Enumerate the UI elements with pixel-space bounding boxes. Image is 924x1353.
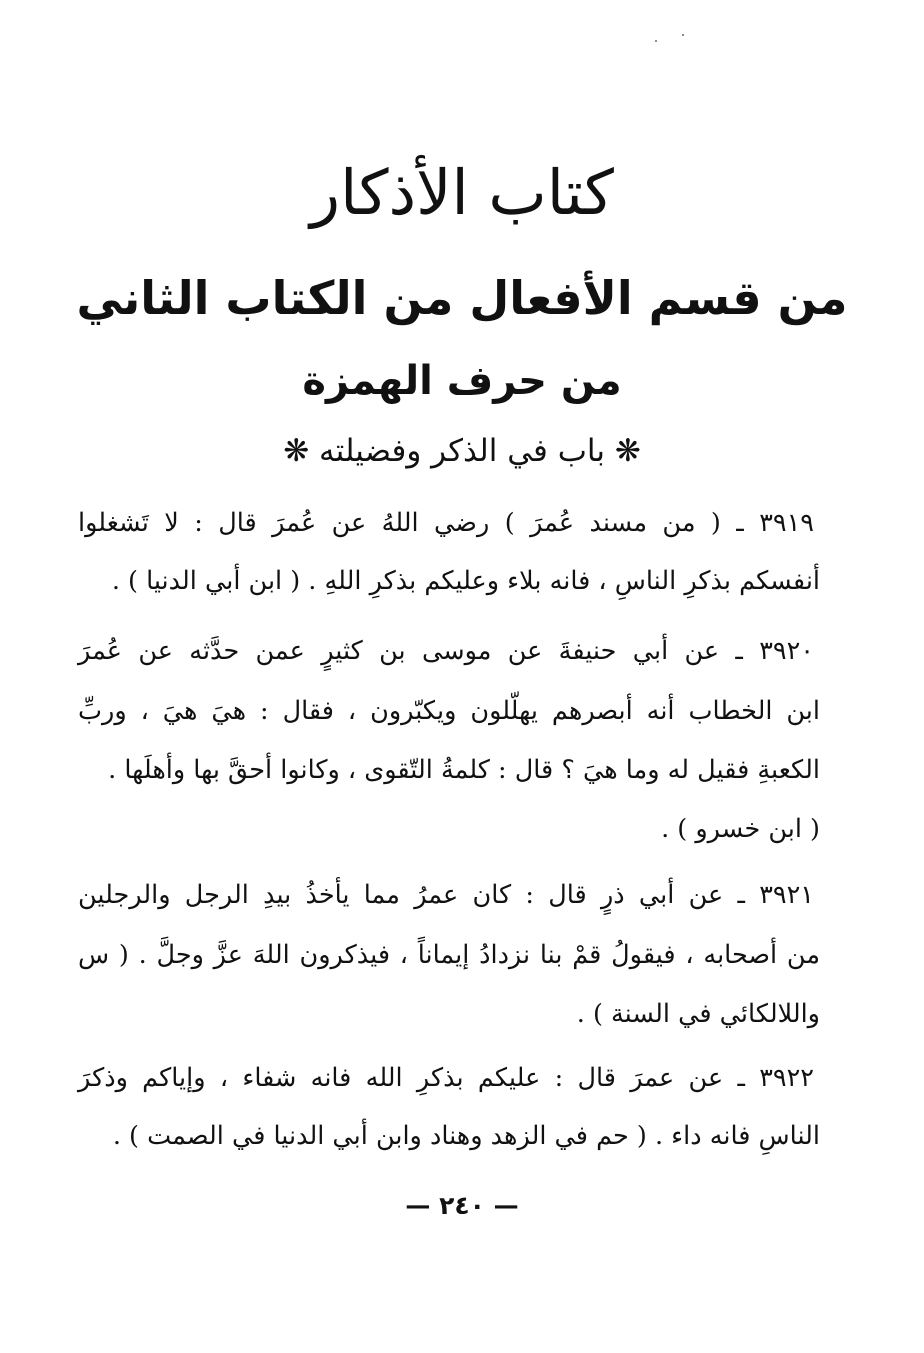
paper-speck (655, 40, 657, 42)
book-title: كتاب الأذكار (310, 156, 614, 229)
text-line: الناسِ فانه داء . ( حم في الزهد وهناد وابن أبي الدنيا في الصمت ) . (112, 1121, 820, 1151)
paper-speck (682, 34, 684, 36)
page-number: — ٢٤٠ — (405, 1191, 519, 1220)
text-line: من أصحابه ، فيقولُ قمْ بنا نزدادُ إيماناً ، فيذكرون اللهَ عزَّ وجلَّ . ( س (78, 940, 820, 970)
text-line: واللالكائي في السنة ) . (576, 999, 820, 1029)
text-line: ٣٩١٩ ـ ( من مسند عُمرَ ) رضي اللهُ عن عُمرَ قال : لا تَشغلوا (78, 508, 814, 538)
text-line: ( ابن خسرو ) . (661, 814, 820, 844)
text-line: أنفسكم بذكرِ الناسِ ، فانه بلاء وعليكم بذكرِ اللهِ . ( ابن أبي الدنيا ) . (111, 566, 820, 596)
section-subtitle: من قسم الأفعال من الكتاب الثاني (76, 271, 848, 325)
chapter-heading: ❋ باب في الذكر وفضيلته ❋ (283, 433, 641, 469)
text-line: ٣٩٢٢ ـ عن عمرَ قال : عليكم بذكرِ الله فانه شفاء ، وإياكم وذكرَ (78, 1063, 814, 1093)
text-line: ٣٩٢٠ ـ عن أبي حنيفةَ عن موسى بن كثيرٍ عمن حدَّثه عن عُمرَ (78, 636, 814, 666)
text-line: الكعبةِ فقيل له وما هيَ ؟ قال : كلمةُ التّقوى ، وكانوا أحقَّ بها وأهلَها . (108, 755, 820, 785)
text-line: ابن الخطاب أنه أبصرهم يهلّلون ويكبّرون ، فقال : هيَ هيَ ، وربِّ (78, 696, 820, 726)
letter-subtitle: من حرف الهمزة (302, 358, 622, 404)
text-line: ٣٩٢١ ـ عن أبي ذرٍ قال : كان عمرُ مما يأخذُ بيدِ الرجل والرجلين (78, 880, 814, 910)
